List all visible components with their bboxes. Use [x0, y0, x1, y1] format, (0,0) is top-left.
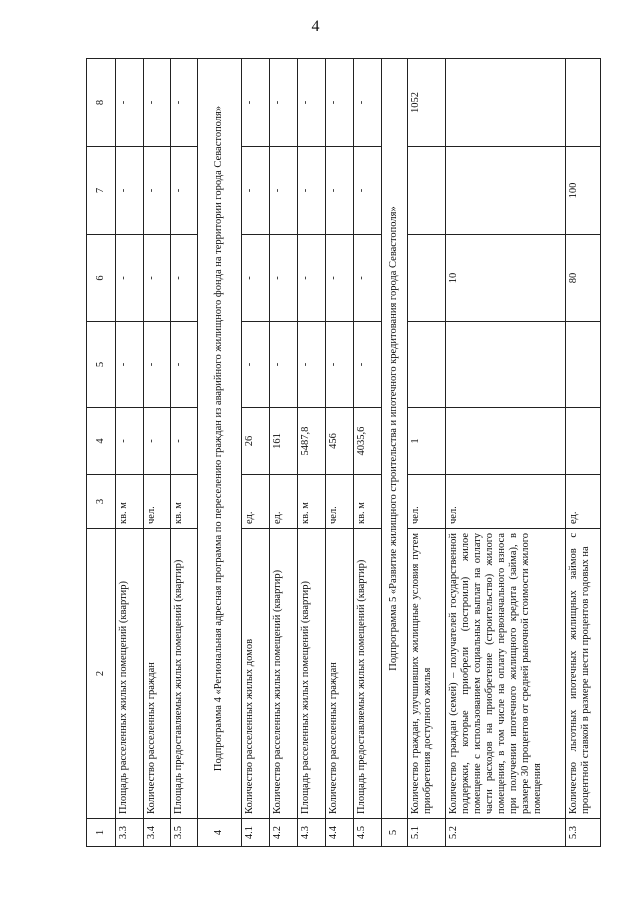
value-cell: 1 — [408, 408, 446, 475]
value-cell: - — [270, 59, 298, 147]
unit-cell: чел. — [144, 475, 171, 529]
value-cell: - — [144, 147, 171, 235]
indicator-name: Площадь расселенных жилых помещений (квартир) — [116, 529, 144, 819]
value-cell: 80 — [566, 235, 601, 322]
value-cell: 456 — [326, 408, 354, 475]
value-cell — [566, 59, 601, 147]
value-cell: - — [144, 408, 171, 475]
table-row — [242, 59, 270, 847]
unit-cell: ед. — [242, 475, 270, 529]
value-cell — [446, 322, 566, 408]
value-cell — [566, 322, 601, 408]
header-cell: 3 — [87, 475, 116, 529]
value-cell: - — [144, 235, 171, 322]
table-row — [270, 59, 298, 847]
value-cell — [408, 235, 446, 322]
value-cell: - — [326, 322, 354, 408]
page-number: 4 — [311, 18, 320, 35]
value-cell: - — [116, 59, 144, 147]
section-row — [382, 59, 408, 847]
section-title: Подпрограмма 4 «Региональная адресная программа по переселению граждан из аварийного жилищного фонда на территории города Севастополя» — [198, 59, 242, 819]
table-row — [354, 59, 382, 847]
row-number: 4.4 — [326, 819, 354, 847]
value-cell — [446, 408, 566, 475]
indicator-name: Количество граждан (семей) – получателей государственной поддержки, которые приобрели (построили) жилое помещение с использованием социальных выплат на оплату части расходов на приобретение (строительство) жилого помещения, в том числе на оплату первоначального взноса при получении ипотечного жилищного кредита (займа), в размере 30 процентов от средней рыночной стоимости жилого помещения — [446, 529, 566, 819]
value-cell: - — [171, 408, 198, 475]
header-cell: 5 — [87, 322, 116, 408]
value-cell: - — [171, 235, 198, 322]
value-cell: - — [242, 147, 270, 235]
value-cell: 161 — [270, 408, 298, 475]
value-cell — [446, 147, 566, 235]
table-row — [408, 59, 446, 847]
value-cell: - — [171, 322, 198, 408]
section-number: 4 — [198, 819, 242, 847]
value-cell: - — [298, 59, 326, 147]
value-cell: 4035,6 — [354, 408, 382, 475]
value-cell: - — [298, 235, 326, 322]
value-cell: - — [144, 59, 171, 147]
value-cell: - — [270, 147, 298, 235]
row-number: 4.5 — [354, 819, 382, 847]
unit-cell: кв. м — [354, 475, 382, 529]
value-cell: 10 — [446, 235, 566, 322]
row-number: 5.2 — [446, 819, 566, 847]
section-title: Подпрограмма 5 «Развитие жилищного строительства и ипотечного кредитования города Севастополя» — [382, 59, 408, 819]
value-cell: - — [326, 147, 354, 235]
value-cell: - — [171, 147, 198, 235]
row-number: 5.3 — [566, 819, 601, 847]
value-cell: - — [144, 322, 171, 408]
indicator-name: Количество расселенных жилых домов — [242, 529, 270, 819]
value-cell: - — [354, 235, 382, 322]
row-number: 3.4 — [144, 819, 171, 847]
table-row — [446, 59, 566, 847]
value-cell — [408, 147, 446, 235]
row-number: 4.2 — [270, 819, 298, 847]
unit-cell: кв. м — [298, 475, 326, 529]
unit-cell: кв. м — [171, 475, 198, 529]
section-number: 5 — [382, 819, 408, 847]
table-row — [144, 59, 171, 847]
table-row — [566, 59, 601, 847]
indicator-name: Количество расселенных граждан — [144, 529, 171, 819]
value-cell: - — [326, 59, 354, 147]
value-cell: 26 — [242, 408, 270, 475]
row-number: 3.5 — [171, 819, 198, 847]
value-cell: - — [326, 235, 354, 322]
unit-cell: чел. — [446, 475, 566, 529]
table-row — [298, 59, 326, 847]
indicator-name: Количество расселенных жилых помещений (квартир) — [270, 529, 298, 819]
value-cell — [566, 408, 601, 475]
indicator-name: Количество расселенных граждан — [326, 529, 354, 819]
header-cell: 6 — [87, 235, 116, 322]
value-cell: - — [116, 408, 144, 475]
value-cell: - — [171, 59, 198, 147]
value-cell: - — [242, 235, 270, 322]
unit-cell: чел. — [408, 475, 446, 529]
unit-cell: ед. — [566, 475, 601, 529]
value-cell — [408, 322, 446, 408]
header-cell: 4 — [87, 408, 116, 475]
row-number: 3.3 — [116, 819, 144, 847]
table-row — [116, 59, 144, 847]
value-cell: - — [298, 147, 326, 235]
table-row — [326, 59, 354, 847]
value-cell: - — [242, 322, 270, 408]
value-cell: 1052 — [408, 59, 446, 147]
indicator-name: Площадь предоставляемых жилых помещений (квартир) — [354, 529, 382, 819]
table-row — [171, 59, 198, 847]
header-cell: 1 — [87, 819, 116, 847]
value-cell: - — [116, 147, 144, 235]
value-cell — [446, 59, 566, 147]
indicator-name: Количество граждан, улучшивших жилищные условия путем приобретения доступного жилья — [408, 529, 446, 819]
value-cell: - — [270, 235, 298, 322]
unit-cell: чел. — [326, 475, 354, 529]
table-header-row — [87, 59, 116, 847]
value-cell: - — [354, 322, 382, 408]
value-cell: 100 — [566, 147, 601, 235]
row-number: 4.1 — [242, 819, 270, 847]
row-number: 4.3 — [298, 819, 326, 847]
indicator-name: Площадь предоставляемых жилых помещений (квартир) — [171, 529, 198, 819]
value-cell: - — [116, 235, 144, 322]
value-cell: - — [298, 322, 326, 408]
value-cell: - — [354, 59, 382, 147]
section-row — [198, 59, 242, 847]
indicator-name: Количество льготных ипотечных жилищных займов с процентной ставкой в размере шести процентов годовых на — [566, 529, 601, 819]
indicators-table — [86, 58, 601, 847]
row-number: 5.1 — [408, 819, 446, 847]
value-cell: - — [270, 322, 298, 408]
unit-cell: кв. м — [116, 475, 144, 529]
header-cell: 7 — [87, 147, 116, 235]
rotated-table-container — [86, 59, 592, 847]
value-cell: - — [242, 59, 270, 147]
value-cell: - — [116, 322, 144, 408]
header-cell: 2 — [87, 529, 116, 819]
value-cell: 5487,8 — [298, 408, 326, 475]
value-cell: - — [354, 147, 382, 235]
unit-cell: ед. — [270, 475, 298, 529]
header-cell: 8 — [87, 59, 116, 147]
indicator-name: Площадь расселенных жилых помещений (квартир) — [298, 529, 326, 819]
